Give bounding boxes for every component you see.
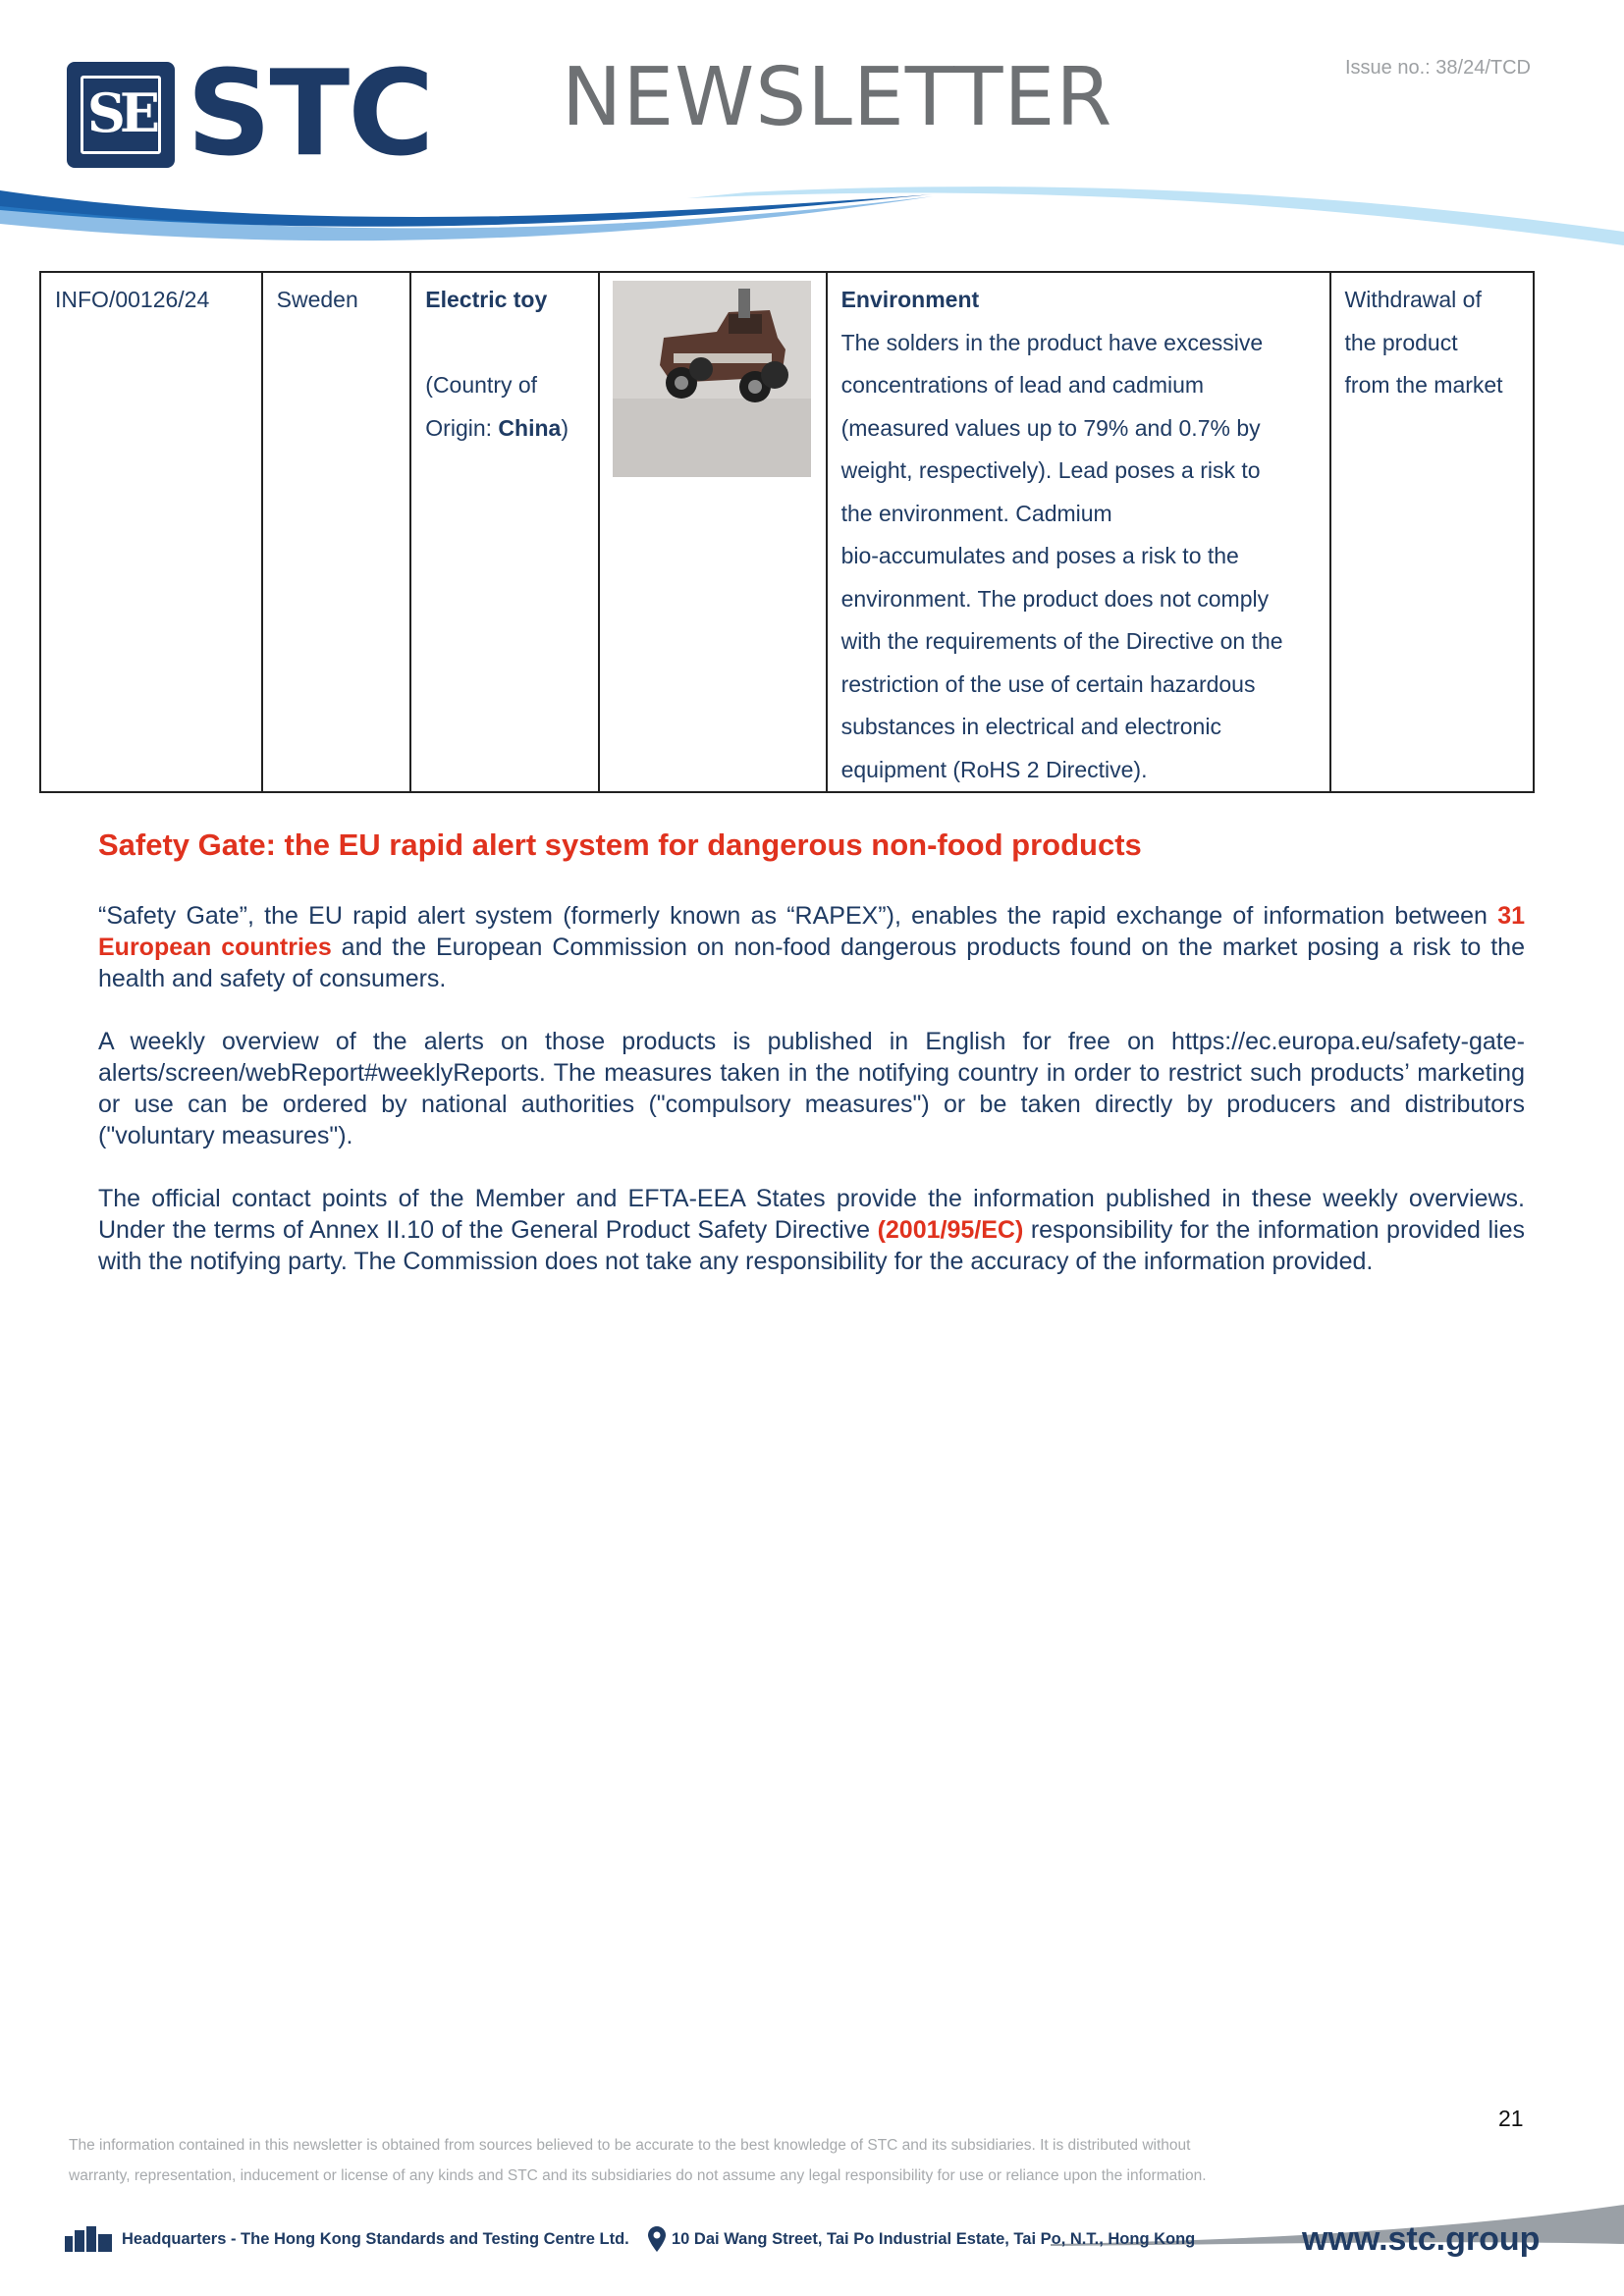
origin-line: Origin: China) (425, 414, 568, 441)
risk-line: the environment. Cadmium (840, 500, 1112, 526)
headquarters: Headquarters - The Hong Kong Standards and Testing Centre Ltd. (63, 2226, 629, 2252)
issue-number: Issue no.: 38/24/TCD (1345, 57, 1531, 79)
measure-line: the product (1344, 329, 1458, 355)
page-header (0, 0, 1624, 255)
stc-logo-text: STC (187, 46, 433, 183)
newsletter-title: NEWSLETTER (562, 51, 1113, 144)
measure-line: from the market (1344, 372, 1503, 398)
alert-image-cell (599, 272, 827, 792)
alert-table (39, 271, 1535, 793)
product-photo (613, 281, 811, 477)
highlight-directive: (2001/95/EC) (877, 1216, 1024, 1244)
alert-reference: INFO/00126/24 (40, 272, 262, 792)
alert-risk-cell (827, 272, 1330, 792)
risk-line: environment. The product does not comply (840, 585, 1270, 612)
risk-title: Environment (840, 287, 980, 312)
location-pin-icon (648, 2226, 666, 2252)
page-footer (63, 2220, 1575, 2260)
risk-line: equipment (RoHS 2 Directive). (840, 756, 1148, 782)
risk-line: restriction of the use of certain hazardous (840, 670, 1256, 697)
safety-gate-section (98, 828, 1525, 1308)
stc-logo-mark: SE (67, 62, 175, 168)
risk-line: (measured values up to 79% and 0.7% by (840, 414, 1261, 441)
risk-line: substances in electrical and electronic (840, 714, 1221, 739)
risk-line: weight, respectively). Lead poses a risk to (840, 457, 1261, 483)
paragraph-contact-points: The official contact points of the Member and EFTA-EEA States provide the information published in these weekly overviews. Under the terms of Annex II.10 of the General Product Safety Directive (2001/95/EC) responsibility for the information provided lies with the notifying party. The Commission does not take any responsibility for the accuracy of the information provided. (98, 1185, 1525, 1275)
paragraph-intro: “Safety Gate”, the EU rapid alert system (formerly known as “RAPEX”), enables the rapid exchange of information between 31 European countries and the European Commission on non-food dangerous products found on the market posing a risk to the health and safety of consumers. (98, 902, 1525, 992)
page-number: 21 (1498, 2106, 1524, 2131)
header-swoosh-graphic (0, 177, 1624, 255)
paragraph-weekly-overview: A weekly overview of the alerts on those products is published in English for free on https://ec.europa.eu/safety-gate-alerts/screen/webReport#weeklyReports. The measures taken in the notifying country in order to restrict such products’ marketing or use can be ordered by national authorities ("compulsory measures") or be taken directly by producers and distributors ("voluntary measures"). (98, 1028, 1525, 1149)
origin-prefix: (Country of (425, 372, 538, 398)
alert-measures-cell (1330, 272, 1534, 792)
alert-product-cell (410, 272, 598, 792)
origin-country: China (498, 414, 562, 441)
highlight-countries: 31 European countries (98, 902, 1525, 961)
risk-line: bio-accumulates and poses a risk to the (840, 543, 1239, 568)
disclaimer: The information contained in this newsletter is obtained from sources believed to be accurate to the best knowledge of STC and its subsidiaries. It is distributed without warranty, representation, inducement or license of any kinds and STC and its subsidiaries do not assume any legal responsibility for use or reliance upon the information. (69, 2137, 1207, 2184)
table-row (40, 272, 1534, 792)
alert-country: Sweden (262, 272, 411, 792)
risk-line: concentrations of lead and cadmium (840, 372, 1205, 398)
product-name: Electric toy (425, 287, 548, 312)
address: 10 Dai Wang Street, Tai Po Industrial Estate, Tai Po, N.T., Hong Kong (648, 2226, 1195, 2252)
risk-line: The solders in the product have excessive (840, 329, 1264, 355)
measure-line: Withdrawal of (1344, 287, 1482, 312)
building-icon (63, 2226, 114, 2252)
website-link[interactable]: www.stc.group (1302, 2220, 1541, 2258)
stc-logo (67, 46, 433, 183)
risk-line: with the requirements of the Directive on the (840, 628, 1283, 654)
section-title: Safety Gate: the EU rapid alert system for dangerous non-food products (98, 828, 1142, 862)
